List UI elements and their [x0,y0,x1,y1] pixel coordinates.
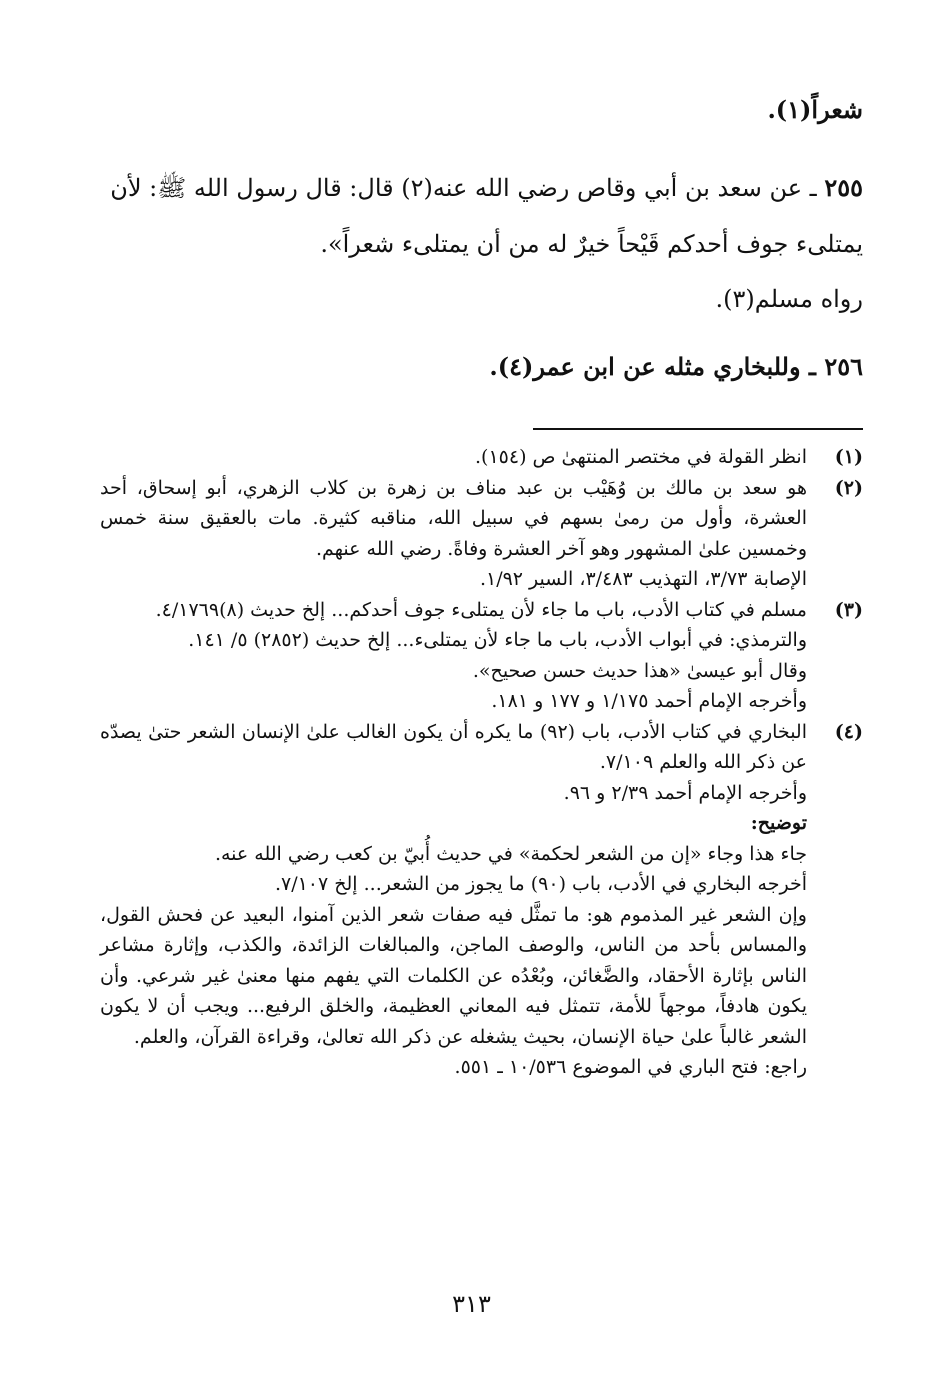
hadith-256 [100,352,863,381]
footnote-number: (١) [834,446,863,468]
hadith-number: ٢٥٦ [824,352,863,381]
footnote-line: والترمذي: في أبواب الأدب، باب ما جاء لأن يمتلىء... إلخ حديث (٢٨٥٢) ٥/ ١٤١. [188,629,807,651]
footnote [100,442,863,473]
clarification-heading: توضيح: [750,812,807,834]
footnote [100,473,863,595]
footnote-line: هو سعد بن مالك بن وُهَيْب بن عبد مناف بن زهرة بن كلاب الزهري، أبو إسحاق، أحد العشرة، وأول من رمىٰ بسهم في سبيل الله، مناقبه كثيرة. مات بالعقيق سنة خمس وخمسين علىٰ المشهور وهو آخر العشرة وفاةً. رضي الله عنهم. [100,476,807,560]
clarification-section [100,808,807,1083]
clarification-line: وإن الشعر غير المذموم هو: ما تمثَّل فيه صفات شعر الذين آمنوا، البعيد عن فحش القول، والمساس بأحد من الناس، والوصف الماجن، والمبالغات الزائدة، والكذب، وإثارة مشاعر الناس بإثارة الأحقاد، والضَّغائن، وبُعْدُه عن الكلمات التي يفهم منها معنىٰ غير شرعي. وأن يكون هادفاً، موجهاً للأمة، تتمثل فيه المعاني العظيمة، والخلق الرفيع... ويجب أن لا يكون الشعر غالباً علىٰ حياة الإنسان، بحيث يشغله عن ذكر الله تعالىٰ، وقراءة القرآن، والعلم. [100,903,807,1048]
footnote [100,595,863,717]
footnote-divider [533,428,863,430]
hadith-text: ـ وللبخاري مثله عن ابن عمر(٤). [489,352,816,381]
footnote-body [100,442,807,473]
footnote-line: وقال أبو عيسىٰ «هذا حديث حسن صحيح». [472,659,807,682]
footnote-line: الإصابة ٣/٧٣، التهذيب ٣/٤٨٣، السير ١/٩٢. [479,568,807,590]
clarification-line: جاء هذا وجاء «إن من الشعر لحكمة» في حديث أُبيّ بن كعب رضي الله عنه. [214,842,807,865]
footnote-line: مسلم في كتاب الأدب، باب ما جاء لأن يمتلىء جوف أحدكم... إلخ حديث (٨)٤/١٧٦٩. [155,598,807,621]
hadith-text: ـ عن سعد بن أبي وقاص رضي الله عنه(٢) قال: قال رسول الله ﷺ: لأن يمتلىء جوف أحدكم قَيْحاً خيرٌ له من أن يمتلىء شعراً». [110,174,863,258]
continuation-line: شعراً(١). [767,95,863,124]
footnote-line: البخاري في كتاب الأدب، باب (٩٢) ما يكره أن يكون الغالب علىٰ الإنسان الشعر حتىٰ يصدّه عن ذكر الله والعلم ٧/١٠٩. [100,720,807,773]
footnote-number: (٤) [834,720,863,743]
riwaya-line: رواه مسلم(٣). [715,285,863,313]
footnote-number: (٣) [834,598,863,621]
clarification-line: أخرجه البخاري في الأدب، باب (٩٠) ما يجوز من الشعر... إلخ ٧/١٠٧. [274,873,807,895]
hadith-number: ٢٥٥ [824,173,863,202]
footnote-line: وأخرجه الإمام أحمد ١/١٧٥ و ١٧٧ و ١٨١. [491,690,807,712]
hadith-255 [82,160,863,272]
footnote-body [100,717,807,1083]
footnotes [100,442,863,1083]
footnote [100,717,863,1083]
page-number: ٣١٣ [452,1290,491,1318]
footnote-line: وأخرجه الإمام أحمد ٢/٣٩ و ٩٦. [563,781,807,804]
clarification-line: راجع: فتح الباري في الموضوع ١٠/٥٣٦ ـ ٥٥١. [454,1056,807,1078]
footnote-line: انظر القولة في مختصر المنتهىٰ ص (١٥٤). [475,446,807,468]
footnote-number: (٢) [834,476,863,499]
footnote-body [100,595,807,717]
footnote-body [100,473,807,595]
